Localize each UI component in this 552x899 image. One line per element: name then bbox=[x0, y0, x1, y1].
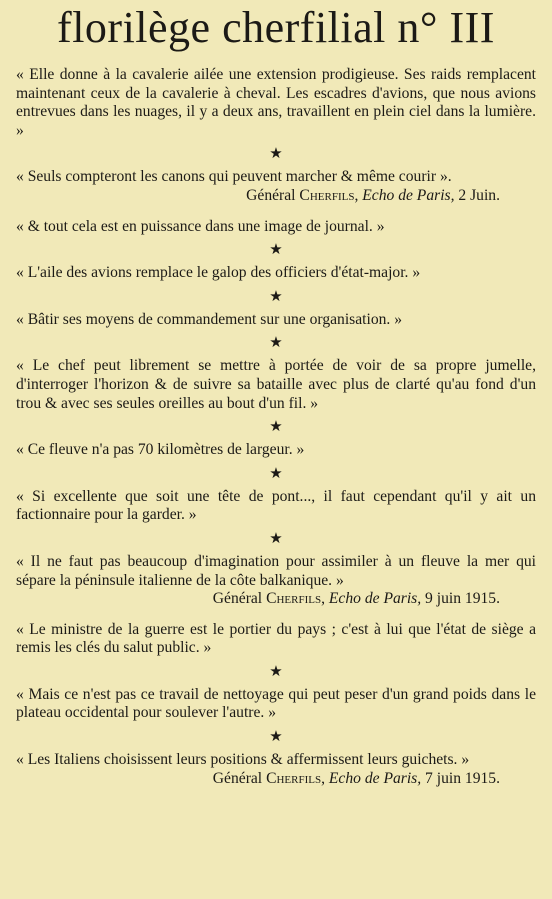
quote-1: « Elle donne à la cavalerie ailée une extension prodigieuse. Ses raids remplacent maintenant ceux de la cavalerie à cheval. Les escadres d'avions, que nous avions entrevues dans les nuages, il y a deux ans, travaillent en plein ciel dans la lumière. » bbox=[16, 66, 536, 139]
quote-8: « Si excellente que soit une tête de pont..., il faut cependant qu'il y ait un factionnaire pour la garder. » bbox=[16, 487, 536, 524]
quote-11: « Mais ce n'est pas ce travail de nettoyage qui peut peser d'un grand poids dans le plateau occidental pour soulever l'autre. » bbox=[16, 685, 536, 722]
attribution-source: Echo de Paris, bbox=[328, 769, 422, 787]
star-separator: ★ bbox=[269, 146, 283, 163]
attribution-3 bbox=[16, 770, 536, 789]
attribution-source: Echo de Paris, bbox=[362, 186, 455, 204]
star-separator: ★ bbox=[269, 530, 283, 547]
page-title: florilège cherfilial n° III bbox=[57, 3, 495, 52]
quote-12: « Les Italiens choisissent leurs positions & affermissent leurs guichets. » bbox=[16, 751, 470, 769]
star-separator: ★ bbox=[269, 335, 283, 352]
attribution-author: Général bbox=[212, 769, 263, 787]
star-separator: ★ bbox=[269, 242, 283, 259]
quote-7: « Ce fleuve n'a pas 70 kilomètres de largeur. » bbox=[16, 441, 305, 459]
attribution-author: Général bbox=[212, 590, 263, 608]
quote-3: « & tout cela est en puissance dans une image de journal. » bbox=[16, 217, 385, 235]
attribution-author: Général bbox=[246, 186, 296, 204]
attribution-name: Cherfils, bbox=[266, 590, 325, 608]
quote-10: « Le ministre de la guerre est le portier du pays ; c'est à lui que l'état de siège a remis les clés du salut public. » bbox=[16, 620, 536, 657]
quote-2: « Seuls compteront les canons qui peuvent marcher & même courir ». bbox=[16, 168, 452, 186]
quote-6: « Le chef peut librement se mettre à portée de voir de sa propre jumelle, d'interroger l'horizon & de suivre sa bataille avec plus de clarté qu'au fond d'un trou & avec ses seules oreilles au bout d'un fil. » bbox=[16, 357, 536, 412]
attribution-name: Cherfils, bbox=[299, 186, 359, 204]
attribution-name: Cherfils, bbox=[266, 769, 325, 787]
spacer bbox=[16, 609, 536, 621]
attribution-1 bbox=[16, 187, 536, 206]
quote-4: « L'aile des avions remplace le galop des officiers d'état-major. » bbox=[16, 264, 421, 282]
quote-5: « Bâtir ses moyens de commandement sur une organisation. » bbox=[16, 310, 403, 328]
star-separator: ★ bbox=[269, 663, 283, 680]
quote-9: « Il ne faut pas beaucoup d'imagination pour assimiler à un fleuve la mer qui sépare la péninsule italienne de la côte balkanique. » bbox=[16, 552, 536, 589]
attribution-2 bbox=[16, 590, 536, 609]
star-separator: ★ bbox=[269, 729, 283, 746]
star-separator: ★ bbox=[269, 288, 283, 305]
attribution-source: Echo de Paris, bbox=[328, 590, 422, 608]
star-separator: ★ bbox=[269, 419, 283, 436]
attribution-date: 9 juin 1915. bbox=[425, 590, 500, 608]
attribution-date: 7 juin 1915. bbox=[425, 769, 500, 787]
star-separator: ★ bbox=[269, 465, 283, 482]
spacer bbox=[16, 206, 536, 218]
attribution-date: 2 Juin. bbox=[458, 186, 500, 204]
